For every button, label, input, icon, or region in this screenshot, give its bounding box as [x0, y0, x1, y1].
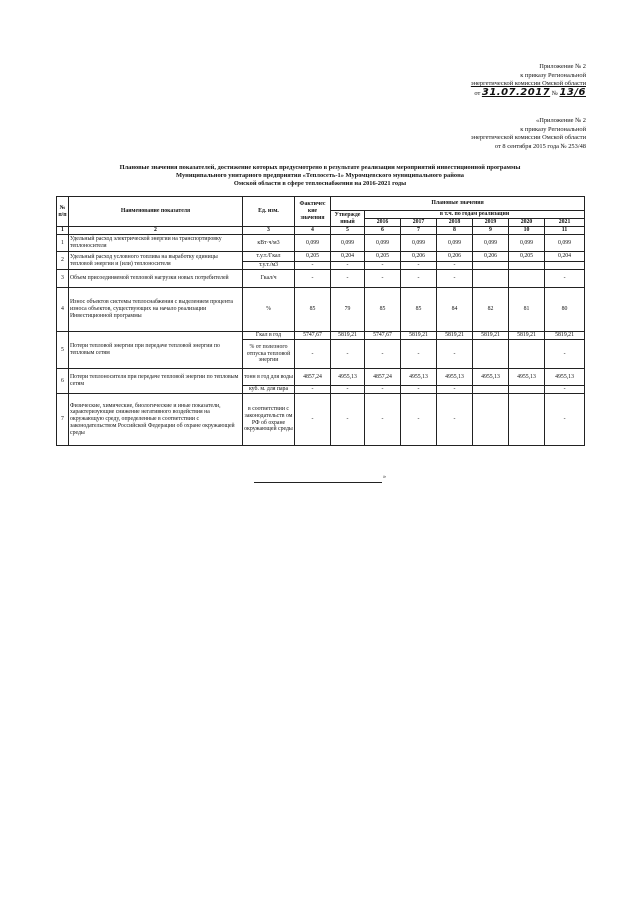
- header-year: 2020: [509, 219, 545, 227]
- header-year: 2017: [401, 219, 437, 227]
- unit-cell: тонн в год для воды: [243, 369, 295, 386]
- indicator-name: Износ объектов системы теплоснабжения с выделением процента износа объектов, существующих на начало реализации Инвестиционной программы: [69, 288, 243, 332]
- value-cell: 82: [473, 288, 509, 332]
- value-cell: 0,205: [509, 252, 545, 262]
- row-number: 6: [57, 369, 69, 394]
- header-date-line: [471, 86, 586, 99]
- value-cell: 5747,67: [295, 332, 331, 340]
- value-cell: -: [401, 270, 437, 288]
- unit-cell: Гкал/ч: [243, 270, 295, 288]
- row-number: 4: [57, 288, 69, 332]
- value-cell: 0,099: [509, 235, 545, 252]
- header-year: 2016: [365, 219, 401, 227]
- value-cell: [473, 270, 509, 288]
- closing-quote: »: [383, 474, 386, 480]
- value-cell: [473, 394, 509, 446]
- value-cell: 4857,24: [295, 369, 331, 386]
- indicator-name: Потери тепловой энергии при передаче тепловой энергии по тепловым сетям: [69, 332, 243, 369]
- header-name: Наименование показателя: [69, 197, 243, 227]
- value-cell: 4857,24: [365, 369, 401, 386]
- value-cell: 5747,67: [365, 332, 401, 340]
- table-row: [57, 252, 585, 262]
- header-num: № п/п: [57, 197, 69, 227]
- value-cell: 5819,21: [437, 332, 473, 340]
- col-number: 2: [69, 227, 243, 235]
- value-cell: -: [331, 386, 365, 394]
- table-row: [57, 394, 585, 446]
- value-cell: -: [295, 262, 331, 270]
- value-cell: 0,099: [365, 235, 401, 252]
- value-cell: -: [545, 270, 585, 288]
- header-unit: Ед. изм.: [243, 197, 295, 227]
- value-cell: 0,099: [545, 235, 585, 252]
- value-cell: 4955,13: [509, 369, 545, 386]
- table-row: [57, 235, 585, 252]
- value-cell: [509, 270, 545, 288]
- value-cell: 0,099: [473, 235, 509, 252]
- title-line: Омской области в сфере теплоснабжения на 2016-2021 годы: [233, 180, 407, 188]
- value-cell: 4955,13: [331, 369, 365, 386]
- value-cell: -: [365, 386, 401, 394]
- value-cell: [545, 262, 585, 270]
- value-cell: 0,204: [331, 252, 365, 262]
- value-cell: 0,206: [401, 252, 437, 262]
- value-cell: -: [437, 340, 473, 369]
- col-number: 11: [545, 227, 585, 235]
- header-line: энергетической комиссии Омской области: [470, 80, 586, 88]
- value-cell: -: [331, 340, 365, 369]
- header-appendix-second: [471, 117, 586, 151]
- value-cell: 85: [401, 288, 437, 332]
- date-prefix: от: [474, 89, 481, 97]
- col-number: 6: [365, 227, 401, 235]
- header-line: к приказу Региональной: [520, 125, 586, 133]
- unit-cell: в соответствии с законодательств ом РФ об охране окружающей среды: [243, 394, 295, 446]
- value-cell: 5819,21: [473, 332, 509, 340]
- value-cell: -: [365, 262, 401, 270]
- value-cell: 0,099: [437, 235, 473, 252]
- value-cell: -: [437, 386, 473, 394]
- unit-cell: Гкал в год: [243, 332, 295, 340]
- unit-cell: т.у.т./Гкал: [243, 252, 295, 262]
- header-appendix-top: [471, 63, 586, 98]
- unit-cell: куб. м. для пара: [243, 386, 295, 394]
- col-number: 7: [401, 227, 437, 235]
- value-cell: [509, 262, 545, 270]
- value-cell: 0,099: [331, 235, 365, 252]
- indicator-name: Физические, химические, биологические и иные показатели, характеризующие снижение негативного воздействия на окружающую среду, определенные в соответствии с законодательством Российской Федерации об охране окружающей среды: [69, 394, 243, 446]
- title-line: Муниципального унитарного предприятия «Теплосеть-1» Муромцевского муниципального района: [176, 172, 464, 180]
- indicator-name: Потери теплоносителя при передаче тепловой энергии по тепловым сетям: [69, 369, 243, 394]
- footer-divider: [254, 482, 382, 483]
- value-cell: -: [295, 386, 331, 394]
- value-cell: -: [365, 270, 401, 288]
- header-line: к приказу Региональной: [520, 71, 586, 79]
- row-number: 2: [57, 252, 69, 270]
- document-title: [60, 164, 580, 189]
- value-cell: 85: [295, 288, 331, 332]
- value-cell: -: [365, 340, 401, 369]
- indicator-name: Удельный расход электрической энергии на транспортировку теплоносителя: [69, 235, 243, 252]
- value-cell: 85: [365, 288, 401, 332]
- value-cell: 0,205: [365, 252, 401, 262]
- unit-cell: т.у.т./м3: [243, 262, 295, 270]
- col-number: 3: [243, 227, 295, 235]
- value-cell: 0,206: [437, 252, 473, 262]
- title-line: Плановые значения показателей, достижение которых предусмотрено в результате реализации мероприятий инвестиционной программы: [119, 164, 521, 171]
- number-prefix: №: [551, 89, 558, 97]
- table-row: [57, 270, 585, 288]
- value-cell: 5819,21: [401, 332, 437, 340]
- value-cell: 80: [545, 288, 585, 332]
- col-number: 10: [509, 227, 545, 235]
- value-cell: [509, 386, 545, 394]
- value-cell: 5819,21: [509, 332, 545, 340]
- value-cell: -: [437, 270, 473, 288]
- value-cell: -: [437, 262, 473, 270]
- header-by-years: в т.ч. по годам реализации: [365, 211, 585, 219]
- value-cell: 5819,21: [331, 332, 365, 340]
- handwritten-number: 13/6: [559, 86, 586, 98]
- value-cell: -: [365, 394, 401, 446]
- value-cell: 81: [509, 288, 545, 332]
- col-number: 4: [295, 227, 331, 235]
- value-cell: -: [545, 394, 585, 446]
- value-cell: [473, 262, 509, 270]
- header-fact: Фактичес кие значения: [295, 197, 331, 227]
- value-cell: -: [437, 394, 473, 446]
- value-cell: -: [401, 394, 437, 446]
- value-cell: -: [295, 340, 331, 369]
- row-number: 5: [57, 332, 69, 369]
- value-cell: [509, 394, 545, 446]
- header-year: 2018: [437, 219, 473, 227]
- value-cell: 79: [331, 288, 365, 332]
- value-cell: [473, 386, 509, 394]
- value-cell: 5819,21: [545, 332, 585, 340]
- column-numbers-row: [57, 227, 585, 235]
- value-cell: 0,099: [295, 235, 331, 252]
- unit-cell: %: [243, 288, 295, 332]
- value-cell: [509, 340, 545, 369]
- row-number: 3: [57, 270, 69, 288]
- indicators-table: [56, 196, 585, 446]
- table-row: [57, 369, 585, 386]
- header-year: 2019: [473, 219, 509, 227]
- indicator-name: Удельный расход условного топлива на выработку единицы тепловой энергии и (или) теплоносителя: [69, 252, 243, 270]
- value-cell: 0,205: [295, 252, 331, 262]
- value-cell: 0,206: [473, 252, 509, 262]
- value-cell: -: [401, 262, 437, 270]
- value-cell: -: [331, 270, 365, 288]
- row-number: 7: [57, 394, 69, 446]
- value-cell: 4955,13: [401, 369, 437, 386]
- col-number: 8: [437, 227, 473, 235]
- value-cell: -: [331, 394, 365, 446]
- unit-cell: % от полезного отпуска тепловой энергии: [243, 340, 295, 369]
- value-cell: 84: [437, 288, 473, 332]
- header-plan: Плановые значения: [331, 197, 585, 211]
- value-cell: 4955,13: [545, 369, 585, 386]
- row-number: 1: [57, 235, 69, 252]
- value-cell: 0,204: [545, 252, 585, 262]
- table-row: [57, 288, 585, 332]
- value-cell: 4955,13: [437, 369, 473, 386]
- unit-cell: кВт·ч/м3: [243, 235, 295, 252]
- col-number: 1: [57, 227, 69, 235]
- col-number: 9: [473, 227, 509, 235]
- header-line: «Приложение № 2: [536, 117, 586, 124]
- header-approved: Утвержде нный: [331, 211, 365, 227]
- value-cell: 0,099: [401, 235, 437, 252]
- header-line: энергетической комиссии Омской области: [470, 134, 586, 142]
- header-year: 2021: [545, 219, 585, 227]
- value-cell: -: [545, 386, 585, 394]
- value-cell: 4955,13: [473, 369, 509, 386]
- value-cell: -: [295, 394, 331, 446]
- value-cell: -: [295, 270, 331, 288]
- header-line: Приложение № 2: [539, 63, 586, 70]
- handwritten-date: 31.07.2017: [481, 86, 551, 98]
- value-cell: -: [545, 340, 585, 369]
- header-line: от 8 сентября 2015 года № 253/48: [494, 142, 586, 150]
- value-cell: -: [401, 340, 437, 369]
- indicator-name: Объем присоединяемой тепловой нагрузки новых потребителей: [69, 270, 243, 288]
- value-cell: -: [331, 262, 365, 270]
- table-row: [57, 332, 585, 340]
- value-cell: -: [401, 386, 437, 394]
- value-cell: [473, 340, 509, 369]
- col-number: 5: [331, 227, 365, 235]
